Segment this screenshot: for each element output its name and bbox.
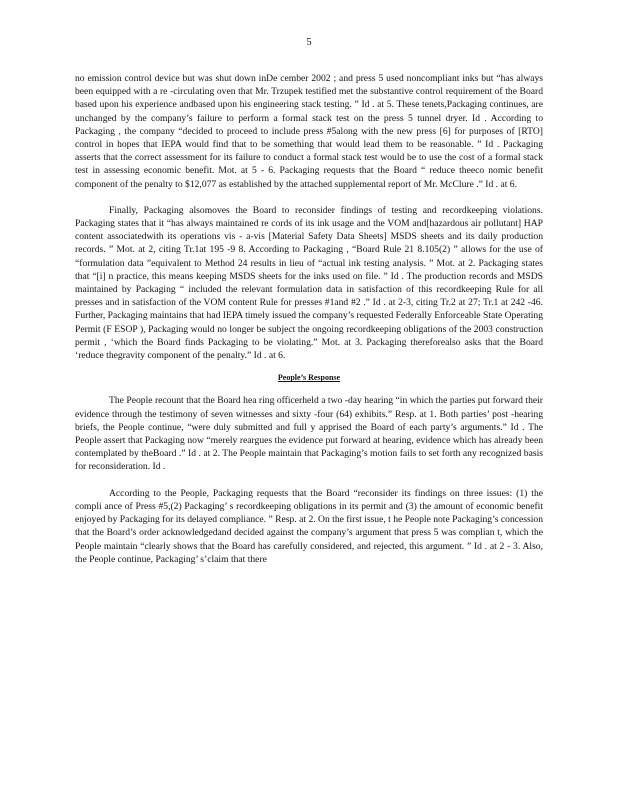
document-body xyxy=(75,72,543,566)
paragraph-press5-argument: no emission control device but was shut down inDe cember 2002 ; and press 5 used noncompliant inks but “has always been equipped with a re -circulating oven that Mr. Trzupek testified met the substantive control requirement of the Board based upon his experience andbased upon his engineering stack testing. ” Id . at 5. These tenets,Packaging continues, are unchanged by the company’s failure to perform a formal stack test on the press 5 tunnel dryer. Id . According to Packaging , the company “decided to proceed to include press #5along with the new press [6] for purposes of [RTO] control in hopes that IEPA would find that to be something that would lead them to be reasonable. ” Id . Packaging asserts that the correct assessment for its failure to conduct a formal stack test would be to use the cost of a formal stack test in assessing economic benefit. Mot. at 5 - 6. Packaging requests that the Board “ reduce theeco nomic benefit component of the penalty to $12,077 as established by the attached supplemental report of Mr. McClure .” Id . at 6. xyxy=(75,73,543,190)
section-heading-wrapper xyxy=(75,371,543,384)
paragraph-gap xyxy=(75,191,543,204)
section-heading: People’s Response xyxy=(277,373,341,383)
paragraph-people-issues: According to the People, Packaging requests that the Board “reconsider its findings on three issues: (1) the compli ance of Press #5,(2) Packaging’ s recordkeeping obligations in its permit and (3) the amount of economic benefit enjoyed by Packaging for its delayed compliance. ” Resp. at 2. On the first issue, t he People note Packaging’s concession that the Board’s order acknowledgedand decided against the company’s argument that press 5 was complian t, which the People maintain “clearly shows that the Board has carefully considered, and rejected, this argument. ” Id . at 2 - 3. Also, the People continue, Packaging’ s’claim that there xyxy=(75,487,543,565)
page-number: 5 xyxy=(306,37,312,48)
paragraph-recordkeeping-argument: Finally, Packaging alsomoves the Board to reconsider findings of testing and recordkeeping violations. Packaging states that it “has always maintained re cords of its ink usage and the VOM and[hazardous air pollutant] HAP content associatedwith its operations vis - a-vis [Material Safety Data Sheets] MSDS sheets and its daily production records. ” Mot. at 2, citing Tr.1at 195 -9 8. According to Packaging , “Board Rule 21 8.105(2) ” allows for the use of “formulation data ”equivalent to Method 24 results in lieu of “actual ink testing analysis. ” Mot. at 2. Packaging states that “[i] n practice, this means keeping MSDS sheets for the inks used on file. ” Id . The production records and MSDS maintained by Packaging “ included the relevant formulation data in satisfaction of this recordkeeping Rule for all presses and in satisfaction of the VOM content Rule for presses #1and #2 .” Id . at 2-3, citing Tr.2 at 27; Tr.1 at 242 -46. Further, Packaging maintains that had IEPA timely issued the company’s requested Federally Enforceable State Operating Permit (F ESOP ), Packaging would no longer be subject the ongoing recordkeeping obligations of the 2003 construction permit , ‘which the Board finds Packaging to be violating.” Mot. at 3. Packaging thereforealso asks that the Board ‘reduce thegravity component of the penalty.” Id . at 6. xyxy=(75,204,543,362)
paragraph-people-recount: The People recount that the Board hea ring officerheld a two -day hearing “in which the parties put forward their evidence through the testimony of seven witnesses and sixty -four (64) exhibits.” Resp. at 1. Both parties’ post -hearing briefs, the People continue, “were duly submitted and full y apprised the Board of each party’s arguments.” Id . The People assert that Packaging now “merely reargues the evidence put forward at hearing, evidence which has already been contemplated by theBoard .” Id . at 2. The People maintain that Packaging’s motion fails to set forth any recognized basis for reconsideration. Id . xyxy=(75,395,543,473)
paragraph-gap xyxy=(75,474,543,487)
